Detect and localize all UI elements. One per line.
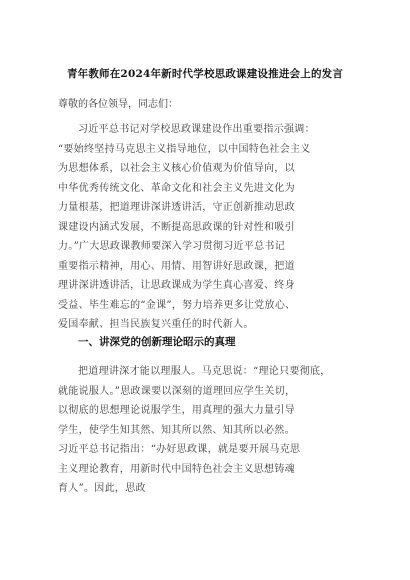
paragraph-line: 力。”广大思政课教师要深入学习贯彻习近平总书记 — [58, 241, 286, 252]
paragraph-line: 为思想体系，以社会主义核心价值观为价值导向，以 — [58, 163, 295, 174]
paragraph-line: 主义理论教育，用新时代中国特色社会主义思想铸魂 — [58, 463, 295, 475]
paragraph-line: 习近平总书记对学校思政课建设作出重要指示强调： — [78, 124, 315, 135]
section-heading: 一、讲深党的创新理论昭示的真理 — [78, 336, 236, 348]
paragraph-intro — [58, 120, 358, 335]
paragraph-line: 中华优秀传统文化、革命文化和社会主义先进文化为 — [58, 182, 295, 194]
paragraph-line: 理讲深讲透讲活，让思政课成为学生真心喜爱、终身 — [58, 280, 295, 291]
paragraph-line: 就能说服人。”思政课要以深刻的道理回应学生关切， — [58, 385, 296, 397]
paragraph-line: 把道理讲深才能以理服人。马克思说：“理论只要彻底， — [78, 366, 331, 377]
paragraph-line: 习近平总书记指出：“办好思政课，就是要开展马克思 — [58, 444, 301, 455]
paragraph-line: 受益、毕生难忘的“金课”，努力培养更多让党放心、 — [58, 299, 296, 311]
paragraph-line: 育人”。因此，思政 — [58, 483, 146, 494]
paragraph-line: 力量根基，把道理讲深讲透讲活，守正创新推动思政 — [58, 202, 295, 213]
paragraph-line: 重要指示精神，用心、用情、用智讲好思政课，把道 — [58, 260, 295, 272]
paragraph-section1 — [58, 362, 358, 499]
paragraph-line: 以彻底的思想理论说服学生，用真理的强大力量引导 — [58, 405, 295, 416]
document-title: 青年教师在2024年新时代学校思政课建设推进会上的发言 — [66, 68, 344, 80]
salutation: 尊敬的各位领导，同志们： — [58, 99, 178, 110]
paragraph-line: “要始终坚持马克思主义指导地位，以中国特色社会主义 — [58, 143, 311, 155]
paragraph-line: 爱国奉献、担当民族复兴重任的时代新人。 — [58, 319, 254, 330]
paragraph-line: 学生，使学生知其然、知其所以然、知其所以必然。 — [58, 424, 295, 436]
paragraph-line: 课建设内涵式发展，不断提高思政课的针对性和吸引 — [58, 221, 295, 233]
